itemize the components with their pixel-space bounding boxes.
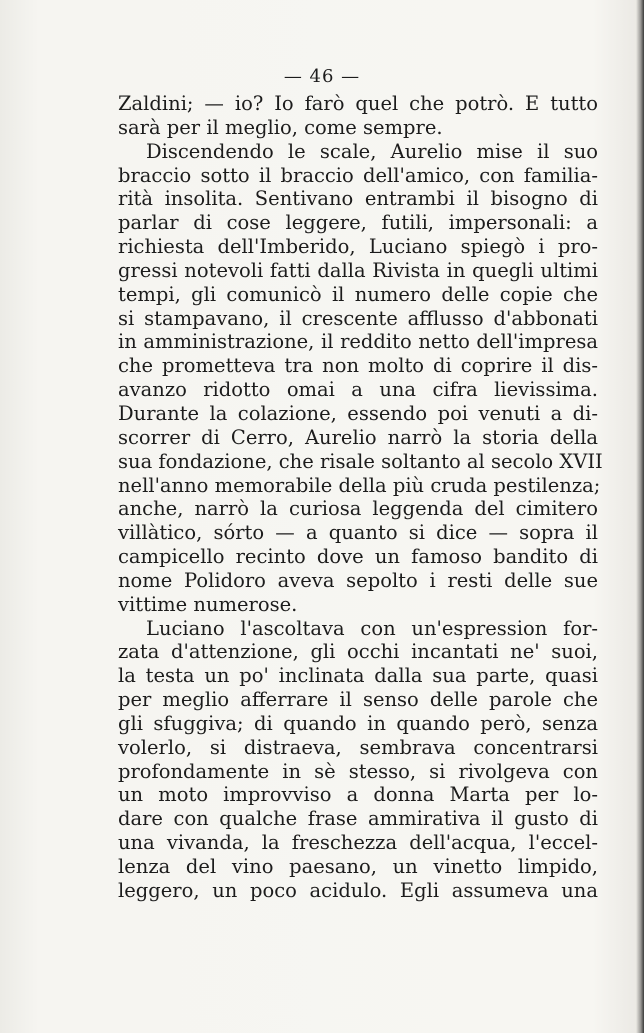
text-line: sarà per il meglio, come sempre. [118,115,443,139]
text-line: volerlo, si distraeva, sembrava concentrarsi [118,735,598,759]
text-line: leggero, un poco acidulo. Egli assumeva una [118,878,598,902]
text-line: Discendendo le scale, Aurelio mise il suo [146,139,598,163]
text-line: anche, narrò la curiosa leggenda del cimitero [118,497,598,521]
text-line: braccio sotto il braccio dell'amico, con familia- [118,163,598,187]
text-line: nome Polidoro aveva sepolto i resti delle sue [118,568,598,592]
text-line: che prometteva tra non molto di coprire il dis- [118,354,598,378]
page-number: — 46 — [283,66,361,87]
text-line: gressi notevoli fatti dalla Rivista in quegli ultimi [118,258,598,282]
text-line: richiesta dell'Imberido, Luciano spiegò i pro- [118,235,598,259]
text-line: Luciano l'ascoltava con un'espression for- [146,616,598,640]
text-line: lenza del vino paesano, un vinetto limpido, [118,855,598,878]
text-line: si stampavano, il crescente afflusso d'abbonati [118,306,598,330]
text-line: una vivanda, la freschezza dell'acqua, l'eccel- [118,831,598,855]
text-line: nell'anno memorabile della più cruda pestilenza; [118,473,601,497]
text-line: tempi, gli comunicò il numero delle copie che [118,282,598,306]
text-line: la testa un po' inclinata dalla sua parte, quasi [118,664,598,688]
page-edge-shadow [636,0,644,1033]
text-line: vittime numerose. [118,592,298,616]
text-line: campicello recinto dove un famoso bandito di [118,545,598,569]
text-line: per meglio afferrare il senso delle parole che [118,688,598,712]
text-line: zata d'attenzione, gli occhi incantati ne' suoi, [118,640,598,664]
paragraph [118,92,598,140]
text-line: profondamente in sè stesso, si rivolgeva con [118,759,598,783]
body-text [118,92,603,903]
text-line: in amministrazione, il reddito netto dell'impresa [118,330,598,354]
paragraph [118,139,603,617]
text-line: dare con qualche frase ammirativa il gusto di [118,807,598,831]
text-line: Zaldini; — io? Io farò quel che potrò. E tutto [118,92,598,115]
text-line: gli sfuggiva; di quando in quando però, senza [118,711,598,735]
text-line: sua fondazione, che risale soltanto al secolo XVII [118,449,603,473]
text-line: rità insolita. Sentivano entrambi il bisogno di [118,187,598,211]
text-line: un moto improvviso a donna Marta per lo- [118,783,598,807]
text-line: scorrer di Cerro, Aurelio narrò la storia della [118,425,598,449]
text-line: Durante la colazione, essendo poi venuti a di- [118,401,598,425]
text-line: villàtico, sórto — a quanto si dice — sopra il [118,521,598,545]
text-line: parlar di cose leggere, futili, impersonali: a [118,211,598,235]
text-line: avanzo ridotto omai a una cifra lievissima. [118,378,598,402]
paragraph [118,617,598,903]
